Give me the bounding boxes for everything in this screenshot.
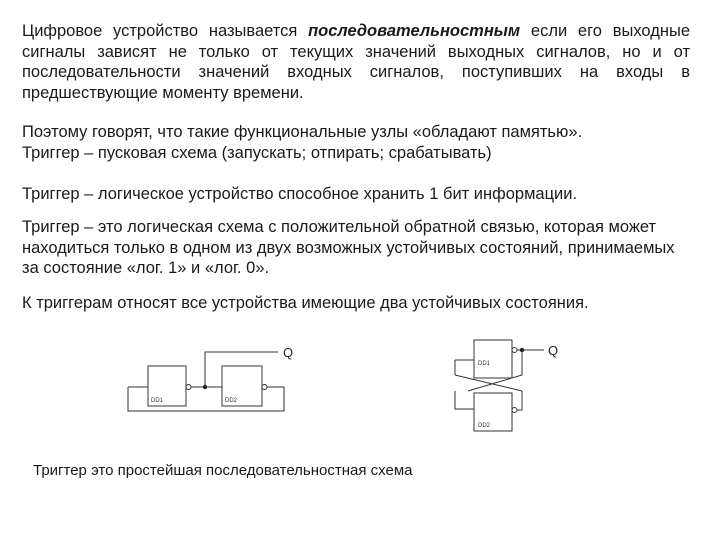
memory-line: Поэтому говорят, что такие функциональные узлы «обладают памятью». — [22, 123, 583, 141]
trigger-etymology-line: Триггер – пусковая схема (запускать; отпирать; срабатывать) — [22, 143, 492, 162]
left-gate-dd1-label: DD1 — [151, 398, 164, 404]
diagram-caption: Тригтер это простейшая последовательностная схема — [33, 462, 413, 479]
right-gate-dd1-inverter-bubble — [512, 348, 517, 353]
trigger-bit-paragraph: Триггер – логическое устройство способное хранить 1 бит информации. — [22, 185, 578, 203]
trigger-feedback-paragraph: Триггер – это логическая схема с положительной обратной связью, которая может находиться только в одном из двух возможных устойчивых состояний, принимаемых за состояние «лог. 1» и «лог. 0». — [22, 218, 675, 277]
definition-start: Цифровое устройство называется — [22, 22, 309, 40]
right-gate-dd1 — [474, 340, 512, 378]
left-output-label: Q — [283, 345, 294, 360]
right-gate-dd2-inverter-bubble — [512, 408, 517, 413]
definition-rest: если его выходные сигналы зависят не только от текущих значений выходных сигналов, но и от последовательности значений входных сигналов, поступивших на входы в предшествующие моменту времени. — [22, 22, 690, 102]
right-junction-dot — [520, 348, 524, 352]
definition-term: последовательностным — [308, 22, 521, 40]
right-gate-dd2-label: DD2 — [478, 423, 491, 429]
trigger-class-paragraph: К триггерам относят все устройства имеющие два устойчивых состояния. — [22, 294, 589, 312]
left-gate-dd2-label: DD2 — [225, 398, 238, 404]
right-output-label: Q — [548, 343, 559, 358]
right-gate-dd1-label: DD1 — [478, 361, 491, 367]
